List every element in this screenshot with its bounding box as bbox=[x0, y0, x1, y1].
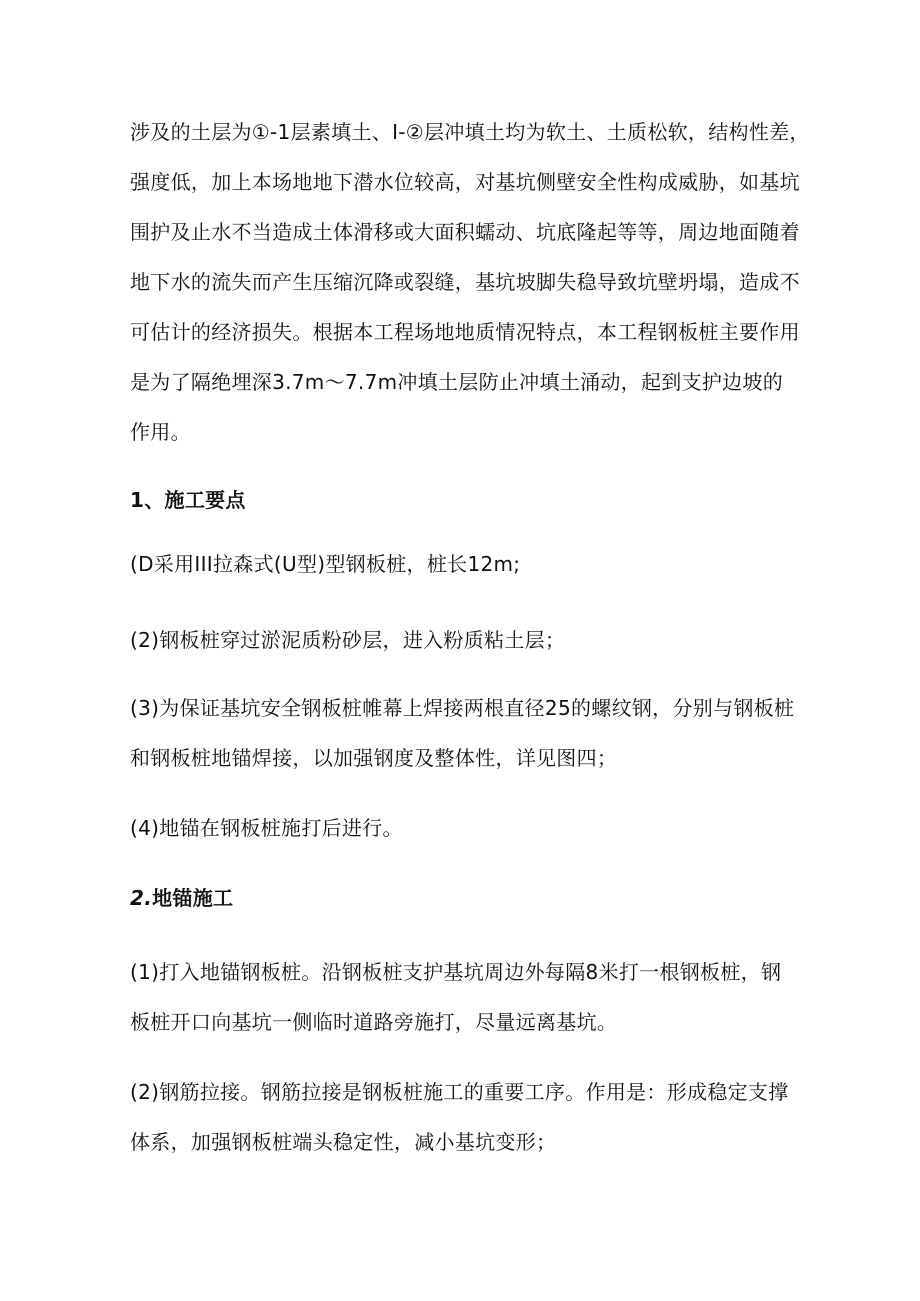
section-heading-construction-points: 1、施工要点 bbox=[130, 488, 246, 512]
section-heading-ground-anchor bbox=[130, 884, 233, 912]
heading-text: 地锚施工 bbox=[152, 886, 234, 910]
intro-line: 作用。 bbox=[130, 420, 191, 444]
intro-line: 是为了隔绝埋深3.7m～7.7m冲填土层防止冲填土涌动，起到支护边坡的 bbox=[130, 370, 784, 394]
intro-line: 围护及止水不当造成土体滑移或大面积蠕动、坑底隆起等等，周边地面随着 bbox=[130, 220, 800, 244]
list-item: (1)打入地锚钢板桩。沿钢板桩支护基坑周边外每隔8米打一根钢板桩，钢 bbox=[130, 960, 782, 984]
intro-line: 可估计的经济损失。根据本工程场地地质情况特点，本工程钢板桩主要作用 bbox=[130, 320, 800, 344]
list-item-continuation: 板桩开口向基坑一侧临时道路旁施打，尽量远离基坑。 bbox=[130, 1010, 618, 1034]
list-item-continuation: 体系，加强钢板桩端头稳定性，减小基坑变形； bbox=[130, 1130, 557, 1154]
list-item: (3)为保证基坑安全钢板桩帷幕上焊接两根直径25的螺纹钢，分别与钢板桩 bbox=[130, 696, 795, 720]
intro-line: 涉及的土层为①-1层素填土、I-②层冲填土均为软土、土质松软，结构性差， bbox=[130, 120, 810, 144]
intro-line: 强度低，加上本场地地下潜水位较高，对基坑侧壁安全性构成威胁，如基坑 bbox=[130, 170, 800, 194]
heading-number: 2. bbox=[130, 886, 153, 910]
list-item: (2)钢筋拉接。钢筋拉接是钢板桩施工的重要工序。作用是：形成稳定支撑 bbox=[130, 1080, 789, 1104]
list-item-continuation: 和钢板桩地锚焊接，以加强钢度及整体性，详见图四； bbox=[130, 746, 618, 770]
list-item: (2)钢板桩穿过淤泥质粉砂层，进入粉质粘土层； bbox=[130, 628, 566, 652]
list-item: (D采用III拉森式(U型)型钢板桩，桩长12m; bbox=[130, 552, 521, 576]
intro-line: 地下水的流失而产生压缩沉降或裂缝，基坑坡脚失稳导致坑壁坍塌，造成不 bbox=[130, 270, 800, 294]
list-item: (4)地锚在钢板桩施打后进行。 bbox=[130, 816, 403, 840]
